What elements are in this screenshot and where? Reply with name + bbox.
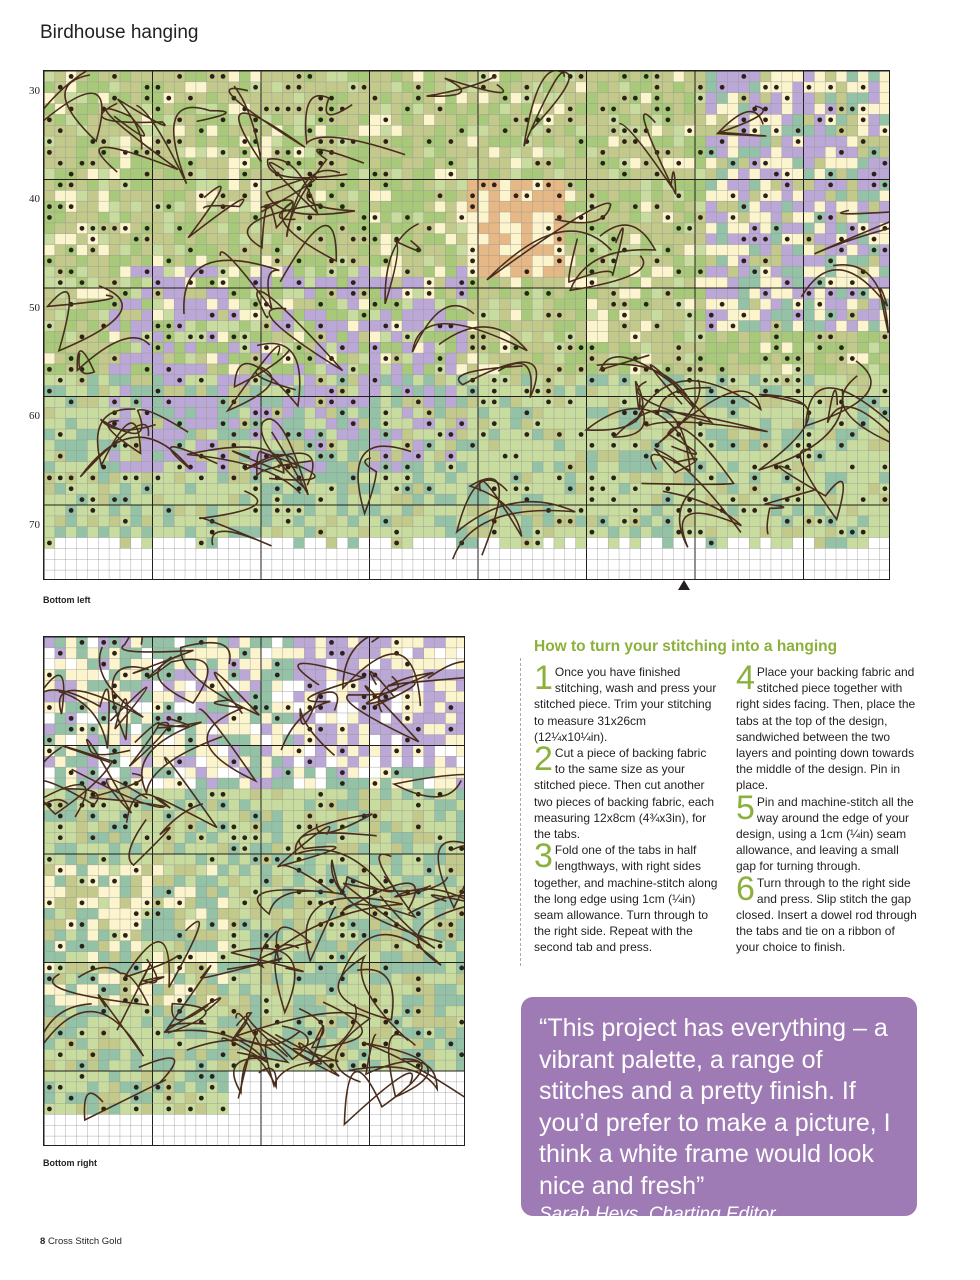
step-number: 4 — [736, 659, 755, 697]
pull-quote-attribution: Sarah Heys, Charting Editor — [539, 1204, 776, 1225]
cross-stitch-chart-bottom — [44, 637, 464, 1145]
step-2 — [534, 740, 718, 842]
page-number: 8 — [40, 1236, 46, 1247]
pull-quote-box — [521, 997, 917, 1225]
step-number: 6 — [736, 869, 755, 908]
step-number: 3 — [534, 837, 553, 876]
row-number-60: 60 — [29, 410, 40, 422]
instructions-panel — [520, 638, 920, 956]
page-title: Birdhouse hanging — [40, 22, 199, 43]
chart-bottom-left — [43, 70, 890, 580]
cross-stitch-chart-top — [44, 71, 889, 579]
chart-bottom-right — [43, 636, 465, 1146]
step-number: 1 — [534, 659, 553, 697]
step-text: Fold one of the tabs in half lengthways, with right sides together, and machine-stitch along the long edge using 1cm (¼in) seam allowance. Turn through to the right side. Repeat with the second tab and press. — [534, 843, 718, 955]
step-text: Place your backing fabric and stitched piece together with right sides facing. Then, place the tabs at the top of the design, sandwiched between the two layers and pointing down towards the middle of the design. Pin in place. — [736, 665, 916, 793]
row-number-30: 30 — [29, 85, 40, 97]
step-number: 2 — [534, 740, 553, 779]
divider-rule — [520, 658, 521, 966]
publication-name: Cross Stitch Gold — [47, 1236, 122, 1247]
step-number: 5 — [736, 788, 755, 827]
instructions-heading: How to turn your stitching into a hanging — [534, 638, 838, 655]
step-4 — [736, 659, 920, 794]
step-1 — [534, 659, 718, 745]
instructions-column-left — [534, 659, 718, 956]
step-text: Pin and machine-stitch all the way around the edge of your design, using a 1cm (¼in) seam allowance, and leaving a small gap for turning through. — [736, 794, 914, 874]
page-footer — [40, 1236, 122, 1247]
step-6 — [736, 869, 920, 956]
pull-quote-text: “This project has everything – a vibrant palette, a range of stitches and a pretty finish. If you’d prefer to make a picture, I think a white frame would look nice and fresh” — [539, 1014, 891, 1200]
row-number-50: 50 — [29, 302, 40, 314]
step-text: Once you have finished stitching, wash and press your stitched piece. Trim your stitching to measure 31x26cm (12¼x10¼in). — [534, 665, 717, 744]
instructions-column-right — [736, 659, 920, 956]
row-number-70: 70 — [29, 519, 40, 531]
center-marker-arrow — [678, 580, 690, 590]
step-3 — [534, 837, 718, 955]
chart-caption-bottom-right: Bottom right — [43, 1158, 97, 1168]
step-text: Turn through to the right side and press. Slip stitch the gap closed. Insert a dowel rod through the tabs and tie on a ribbon of your choice to finish. — [736, 875, 917, 955]
step-5 — [736, 788, 920, 875]
step-text: Cut a piece of backing fabric to the same size as your stitched piece. Then cut another two pieces of backing fabric, each measuring 12x8cm (4¾x3in), for the tabs. — [534, 746, 715, 842]
row-number-40: 40 — [29, 193, 40, 205]
chart-caption-bottom-left: Bottom left — [43, 595, 91, 605]
